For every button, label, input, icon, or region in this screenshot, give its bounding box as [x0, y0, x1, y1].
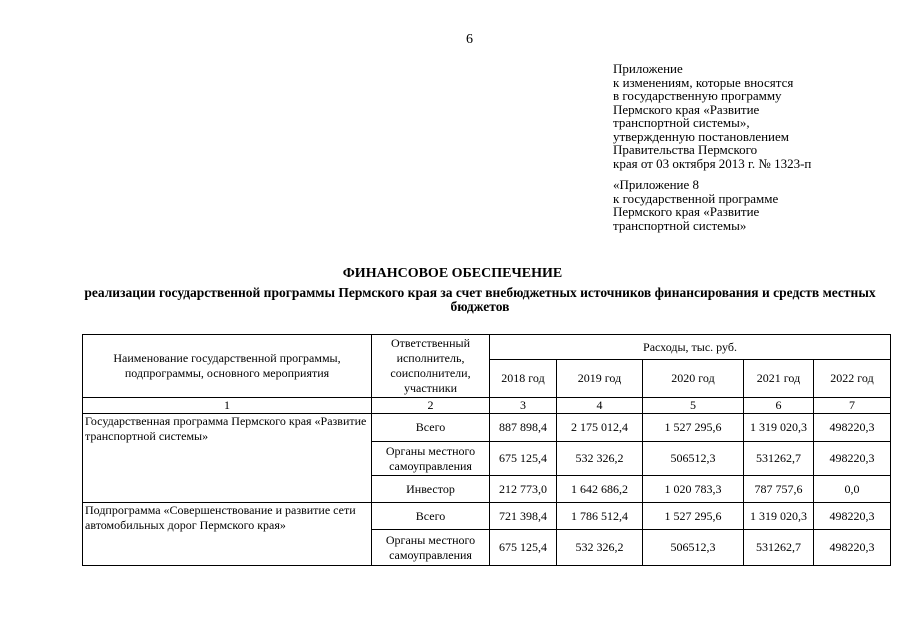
value-cell: 787 757,6	[744, 476, 814, 503]
executor-cell: Всего	[372, 503, 490, 530]
value-cell: 498220,3	[814, 442, 891, 476]
value-cell: 721 398,4	[490, 503, 557, 530]
column-number: 6	[744, 398, 814, 414]
appendix-line: к государственной программе	[613, 190, 779, 206]
page-number: 6	[466, 32, 473, 47]
header-executor: Ответственный исполнитель, соисполнители, участники	[372, 335, 490, 398]
value-cell: 531262,7	[744, 530, 814, 566]
executor-cell: Органы местного самоуправления	[372, 530, 490, 566]
value-cell: 498220,3	[814, 503, 891, 530]
table-header-row	[83, 335, 891, 360]
appendix-line: Пермского края «Развитие	[613, 204, 760, 219]
column-number: 4	[557, 398, 643, 414]
appendix-line: края от 03 октября 2013 г. № 1323-п	[613, 155, 812, 171]
header-name: Наименование государственной программы, подпрограммы, основного мероприятия	[83, 335, 372, 398]
value-cell: 1 020 783,3	[643, 476, 744, 503]
column-number: 2	[372, 398, 490, 414]
value-cell: 1 319 020,3	[744, 503, 814, 530]
value-cell: 1 527 295,6	[643, 414, 744, 442]
appendix-8-note	[613, 178, 778, 232]
column-number: 7	[814, 398, 891, 414]
table-row	[83, 414, 891, 442]
appendix-note	[613, 62, 811, 170]
appendix-line: Правительства Пермского	[613, 142, 758, 157]
column-number: 3	[490, 398, 557, 414]
appendix-line: в государственную программу	[613, 88, 782, 103]
value-cell: 498220,3	[814, 530, 891, 566]
value-cell: 887 898,4	[490, 414, 557, 442]
appendix-line: Пермского края «Развитие	[613, 101, 760, 117]
column-numbers-row	[83, 398, 891, 414]
value-cell: 675 125,4	[490, 442, 557, 476]
value-cell: 2 175 012,4	[557, 414, 643, 442]
financing-table	[82, 334, 891, 566]
header-year: 2018 год	[490, 360, 557, 398]
appendix-line: к изменениям, которые вносятся	[613, 74, 794, 90]
value-cell: 506512,3	[643, 530, 744, 566]
value-cell: 1 786 512,4	[557, 503, 643, 530]
value-cell: 1 527 295,6	[643, 503, 744, 530]
appendix-line: Приложение	[613, 61, 683, 76]
header-year: 2022 год	[814, 360, 891, 398]
value-cell: 0,0	[814, 476, 891, 503]
appendix-line: утвержденную постановлением	[613, 128, 790, 144]
value-cell: 506512,3	[643, 442, 744, 476]
value-cell: 212 773,0	[490, 476, 557, 503]
executor-cell: Инвестор	[372, 476, 490, 503]
value-cell: 1 319 020,3	[744, 414, 814, 442]
document-subtitle: реализации государственной программы Пермского края за счет внебюджетных источников финансирования и средств местных бюджетов	[84, 285, 876, 314]
appendix-line: транспортной системы»	[613, 217, 747, 233]
header-year: 2020 год	[643, 360, 744, 398]
document-title: ФИНАНСОВОЕ ОБЕСПЕЧЕНИЕ	[342, 266, 563, 281]
header-year: 2021 год	[744, 360, 814, 398]
appendix-line: транспортной системы»,	[613, 115, 750, 130]
value-cell: 532 326,2	[557, 530, 643, 566]
table-row	[83, 503, 891, 530]
value-cell: 498220,3	[814, 414, 891, 442]
executor-cell: Органы местного самоуправления	[372, 442, 490, 476]
value-cell: 675 125,4	[490, 530, 557, 566]
value-cell: 1 642 686,2	[557, 476, 643, 503]
subprogram-name: Подпрограмма «Совершенствование и развитие сети автомобильных дорог Пермского края»	[83, 503, 372, 566]
value-cell: 532 326,2	[557, 442, 643, 476]
column-number: 1	[83, 398, 372, 414]
header-year: 2019 год	[557, 360, 643, 398]
header-expenses: Расходы, тыс. руб.	[490, 335, 891, 360]
program-name: Государственная программа Пермского края «Развитие транспортной системы»	[83, 414, 372, 503]
appendix-line: «Приложение 8	[613, 177, 700, 192]
column-number: 5	[643, 398, 744, 414]
value-cell: 531262,7	[744, 442, 814, 476]
executor-cell: Всего	[372, 414, 490, 442]
